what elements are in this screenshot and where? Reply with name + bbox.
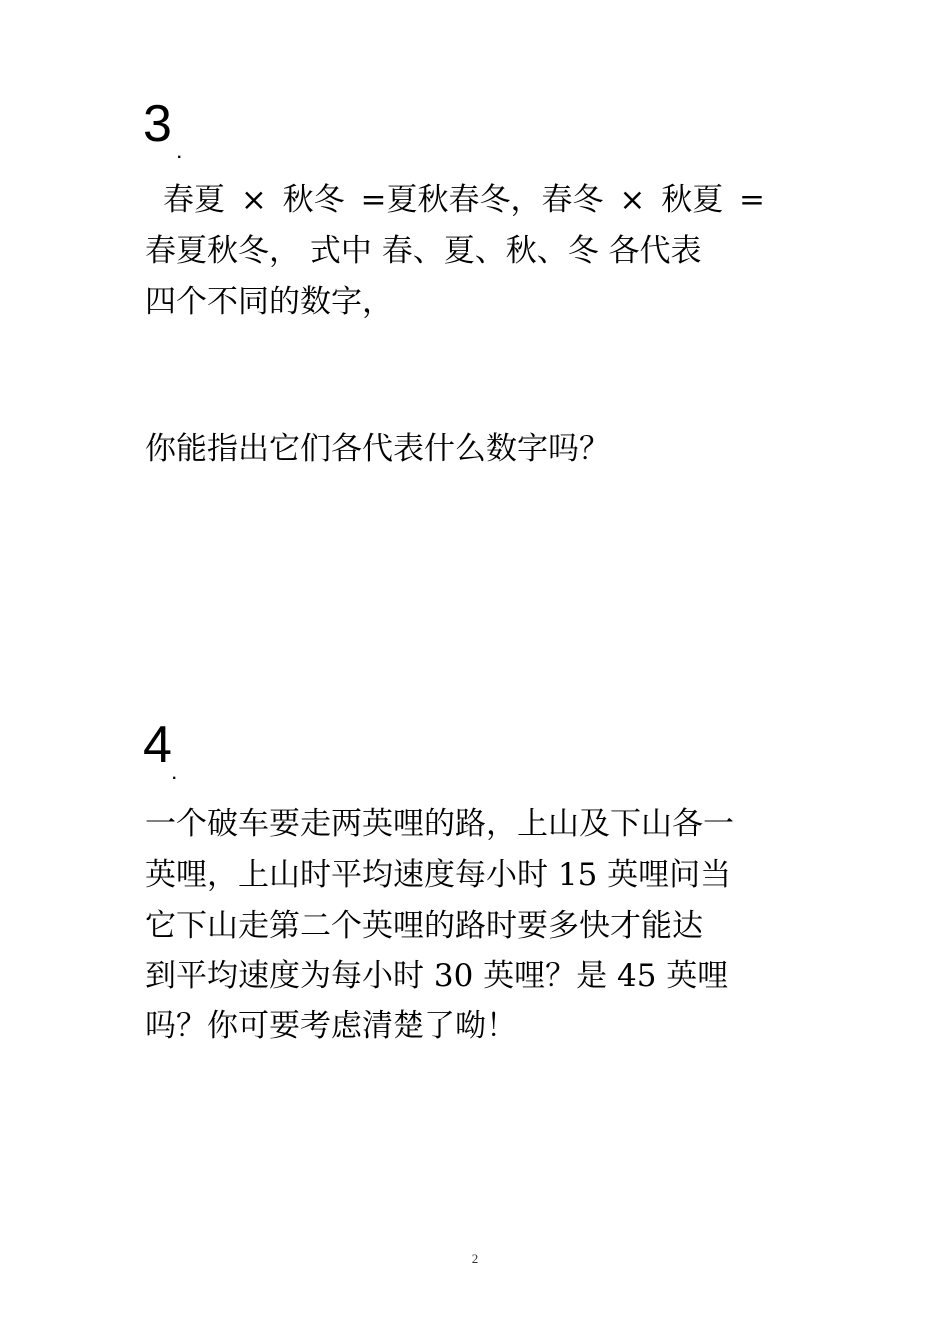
- problem-4-line-3: 它下山走第二个英哩的路时要多快才能达: [145, 908, 703, 944]
- problem-3-line-3: 四个不同的数字，: [145, 284, 393, 320]
- problem-4-line-2: 英哩，上山时平均速度每小时 15 英哩问当: [145, 857, 732, 893]
- problem-4-number-dot: .: [172, 766, 177, 783]
- problem-3-line-1: 春夏 × 秋冬 =夏秋春冬，春冬 × 秋夏 =: [163, 182, 766, 218]
- problem-4-line-5: 吗？你可要考虑清楚了呦！: [145, 1008, 517, 1044]
- problem-3-number: 3: [143, 95, 172, 153]
- problem-4-line-4: 到平均速度为每小时 30 英哩？是 45 英哩: [145, 958, 729, 994]
- problem-4-line-1: 一个破车要走两英哩的路，上山及下山各一: [145, 806, 734, 842]
- problem-3-line-2: 春夏秋冬， 式中 春、夏、秋、冬 各代表: [145, 233, 702, 269]
- problem-3-question: 你能指出它们各代表什么数字吗？: [145, 431, 610, 467]
- problem-4-number: 4: [143, 716, 172, 774]
- page-number: 2: [471, 1251, 479, 1266]
- problem-3-number-dot: .: [177, 145, 182, 162]
